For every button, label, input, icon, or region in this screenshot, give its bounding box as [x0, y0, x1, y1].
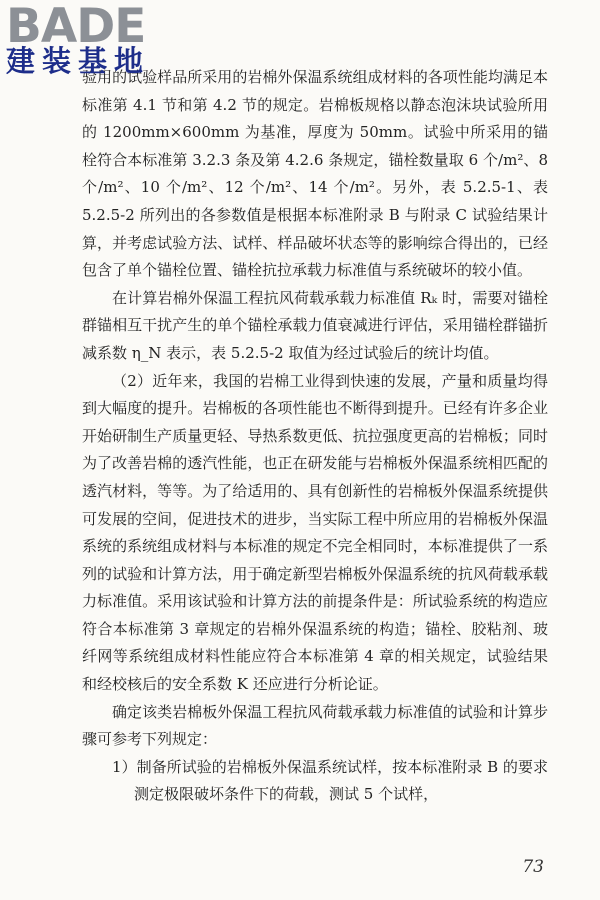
bade-logo: [6, 0, 176, 78]
logo-subtitle: 建装基地: [6, 44, 151, 78]
paragraph-3: （2）近年来，我国的岩棉工业得到快速的发展，产量和质量均得到大幅度的提升。岩棉板的各项性能也不断得到提升。已经有许多企业开始研制生产质量更轻、导热系数更低、抗拉强度更高的岩棉板；同时为了改善岩棉的透汽性能，也正在研发能与岩棉板外保温系统相匹配的透汽材料，等等。为了给适用的、具有创新性的岩棉板外保温系统提供可发展的空间，促进技术的进步，当实际工程中所应用的岩棉板外保温系统的系统组成材料与本标准的规定不完全相同时，本标准提供了一系列的试验和计算方法，用于确定新型岩棉板外保温系统的抗风荷载承载力标准值。采用该试验和计算方法的前提条件是：所试验系统的构造应符合本标准第 3 章规定的岩棉外保温系统的构造；锚栓、胶粘剂、玻纤网等系统组成材料性能应符合本标准第 4 章的相关规定，试验结果和经校核后的安全系数 K 还应进行分析论证。: [82, 371, 548, 694]
list-item-1: 1）制备所试验的岩棉板外保温系统试样，按本标准附录 B 的要求测定极限破坏条件下的荷载，测试 5 个试样，: [112, 757, 548, 804]
paragraph-1: 验用的试验样品所采用的岩棉外保温系统组成材料的各项性能均满足本标准第 4.1 节和第 4.2 节的规定。岩棉板规格以静态泡沫块试验所用的 1200mm×600mm 为基准，厚度为 50mm。试验中所采用的锚栓符合本标准第 3.2.3 条及第 4.2.6 条规定，锚栓数量取 6 个/m²、8 个/m²、10 个/m²、12 个/m²、14 个/m²。另外，表 5.2.5-1、表 5.2.5-2 所列出的各参数值是根据本标准附录 B 与附录 C 试验结果计算，并考虑试验方法、试样、样品破坏状态等的影响综合得出的，已经包含了单个锚栓位置、锚栓抗拉承载力标准值与系统破坏的较小值。: [82, 68, 548, 280]
paragraph-4: 确定该类岩棉板外保温工程抗风荷载承载力标准值的试验和计算步骤可参考下列规定：: [82, 702, 548, 749]
page-number: 73: [522, 857, 544, 877]
logo-wordmark: BADE: [6, 0, 146, 54]
paragraph-2: 在计算岩棉外保温工程抗风荷载承载力标准值 Rₖ 时，需要对锚栓群锚相互干扰产生的单个锚栓承载力值衰减进行评估，采用锚栓群锚折减系数 η_N 表示，表 5.2.5-2 取值为经过试验后的统计均值。: [82, 288, 548, 362]
body-text: [82, 64, 548, 809]
